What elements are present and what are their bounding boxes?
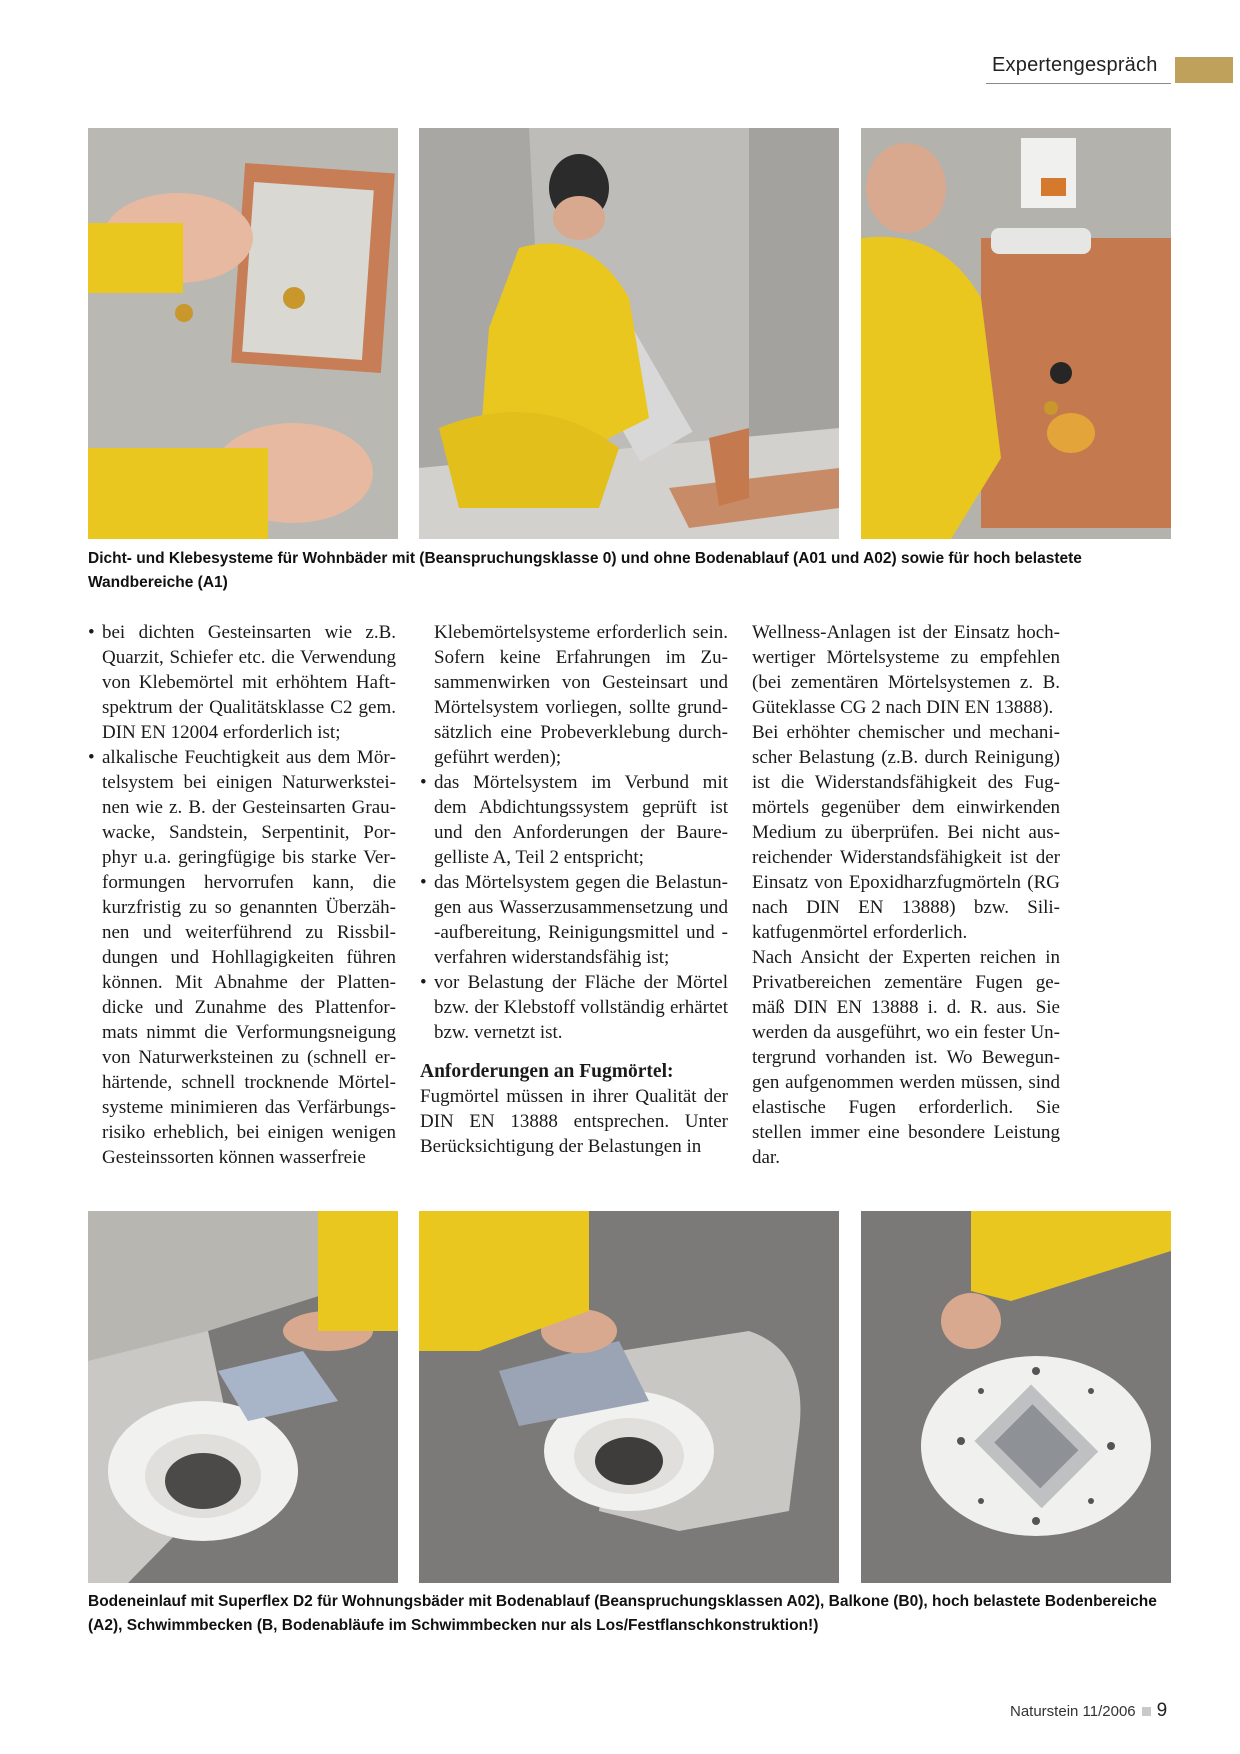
text-column-1 — [88, 620, 396, 1170]
text-column-2 — [420, 620, 728, 1159]
publication-label: Naturstein 11/2006 — [1010, 1702, 1136, 1720]
header-rule — [986, 83, 1171, 84]
photo-wall-sealing-tape — [88, 128, 398, 539]
photo-floor-drain-trowel-2 — [419, 1211, 839, 1583]
photo-corner-tape-kneeling — [419, 128, 839, 539]
list-item: • alkalische Feuchtigkeit aus dem Mörtelsystem bei einigen Naturwerksteinen wie z. B. der Gesteinsarten Grauwacke, Sandstein, Serpentinit, Porphyr u.a. geringfügige bis starke Verformungen hervorrufen kann, die kurzfristig zu so genannten Überzähnen und weiterführend zu Rissbildungen und Hohllagigkeiten führen können. Mit Abnahme der Plattendicke und Zunahme des Plattenformats nimmt die Verformungsneigung von Naturwerksteinen zu (schnell erhärtende, schnell trocknende Mörtelsysteme minimieren das Verfärbungsrisiko erheblich, bei einigen wenigen Gesteinssorten können wasserfreie — [88, 745, 396, 1170]
bottom-photo-caption: Bodeneinlauf mit Superflex D2 für Wohnungsbäder mit Bodenablauf (Beanspruchungsklassen A02), Balkone (B0), hoch belastete Bodenbereiche (A2), Schwimmbecken (B, Bodenabläufe im Schwimmbecken nur als Los/Festflanschkonstruktion!) — [88, 1593, 1157, 1634]
text-column-3 — [752, 620, 1060, 1170]
header-accent-bar — [1175, 57, 1233, 83]
paragraph: Wellness-Anlagen ist der Einsatz hochwertiger Mörtelsysteme zu empfehlen (bei zementären Mörtelsystemen z. B. Güteklasse CG 2 nach DIN EN 13888). — [752, 622, 1060, 718]
paragraph: Fugmörtel müssen in ihrer Qualität der DIN EN 13888 entsprechen. Unter Berücksichtigung der Belastungen in — [420, 1086, 728, 1157]
list-item: • vor Belastung der Fläche der Mörtel bzw. der Klebstoff vollständig erhärtet bzw. vernetzt ist. — [420, 970, 728, 1045]
photo-floor-drain-grate — [861, 1211, 1171, 1583]
page-number: 9 — [1156, 1700, 1168, 1721]
footer-square-icon — [1142, 1707, 1151, 1716]
section-label: Expertengespräch — [992, 54, 1158, 76]
paragraph: Bei erhöhter chemischer und mechanischer Belastung (z.B. durch Reinigung) ist die Widerstandsfähigkeit des Fugmörtels gegenüber dem einwirkenden Medium zu überprüfen. Bei nicht ausreichender Widerstandsfähigkeit ist der Einsatz von Epoxidharzfugmörteln (RG nach DIN EN 13888) bzw. Silikatfugenmörtel erforderlich. — [752, 722, 1060, 943]
paragraph: Nach Ansicht der Experten reichen in Privatbereichen zementäre Fugen gemäß DIN EN 13888 i. d. R. aus. Sie werden da ausgeführt, wo ein fester Untergrund vorhanden ist. Wo Bewegungen aufgenommen werden müssen, sind elastische Fugen erforderlich. Sie stellen immer eine besondere Leistung dar. — [752, 947, 1060, 1168]
requirements-list-1 — [88, 620, 396, 1170]
list-item: • das Mörtelsystem gegen die Belastungen aus Wasserzusammensetzung und -aufbereitung, Reinigungsmittel und -verfahren widerstandsfähig ist; — [420, 870, 728, 970]
page-footer — [1010, 1700, 1180, 1722]
paragraph-continuation: Klebemörtelsysteme erforderlich sein. Sofern keine Erfahrungen im Zusammenwirken von Gesteinsart und Mörtelsystem vorliegen, sollte grundsätzlich eine Probeverklebung durchgeführt werden); — [434, 622, 728, 768]
list-item: • das Mörtelsystem im Verbund mit dem Abdichtungssystem geprüft ist und den Anforderungen der Bauregelliste A, Teil 2 entspricht; — [420, 770, 728, 870]
requirements-list-2 — [420, 770, 728, 1045]
photo-wall-roller-membrane — [861, 128, 1171, 539]
top-photo-caption: Dicht- und Klebesysteme für Wohnbäder mit (Beanspruchungsklasse 0) und ohne Bodenablauf (A01 und A02) sowie für hoch belastete Wandbereiche (A1) — [88, 550, 1082, 591]
photo-floor-drain-trowel-1 — [88, 1211, 398, 1583]
list-item: • bei dichten Gesteinsarten wie z.B. Quarzit, Schiefer etc. die Verwendung von Klebemörtel mit erhöhtem Haftspektrum der Qualitätsklasse C2 gem. DIN EN 12004 erforderlich ist; — [88, 620, 396, 745]
section-heading: Anforderungen an Fugmörtel: — [420, 1061, 674, 1082]
